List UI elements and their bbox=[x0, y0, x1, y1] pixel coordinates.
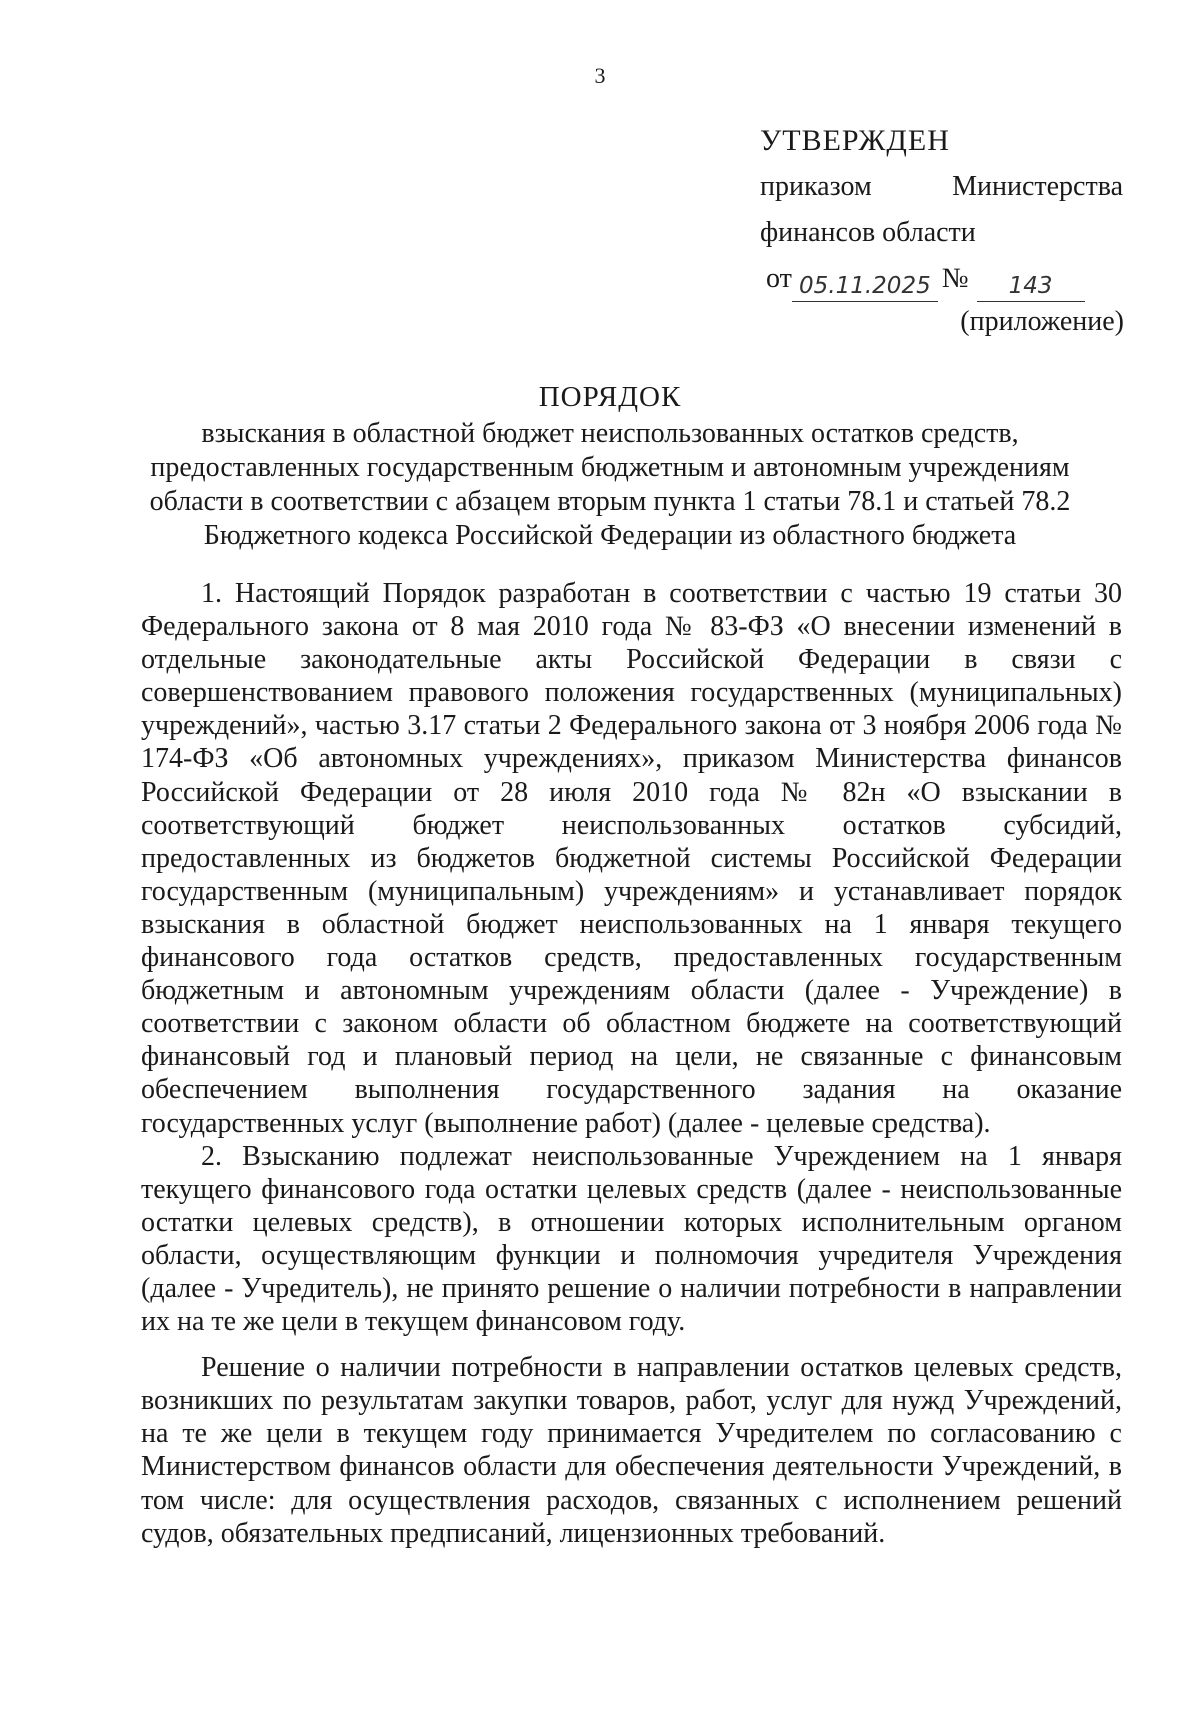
subtitle-line: Бюджетного кодекса Российской Федерации из областного бюджета bbox=[203, 520, 1017, 551]
order-date-handwritten: 05.11.2025 bbox=[792, 271, 938, 302]
approval-line-2: финансов области bbox=[760, 217, 976, 248]
document-title-block bbox=[120, 380, 1100, 553]
annex-label: (приложение) bbox=[960, 306, 1124, 337]
subtitle-line: взыскания в областной бюджет неиспользованных остатков средств, bbox=[201, 418, 1019, 449]
subtitle-line: предоставленных государственным бюджетным и автономным учреждениям bbox=[150, 452, 1070, 483]
approval-date-line bbox=[766, 256, 1123, 302]
document-body bbox=[141, 577, 1122, 1550]
paragraph-2: 2. Взысканию подлежат неиспользованные Учреждением на 1 января текущего финансового года остатки целевых средств (далее - неиспользованные остатки целевых средств), в отношении которых исполнительным органом области, осуществляющим функции и полномочия учредителя Учреждения (далее - Учредитель), не принято решение о наличии потребности в направлении их на те же цели в текущем финансовом году. bbox=[141, 1140, 1122, 1338]
document-title: ПОРЯДОК bbox=[538, 381, 682, 413]
approved-label: УТВЕРЖДЕН bbox=[760, 124, 950, 157]
approval-line-1 bbox=[760, 164, 1123, 210]
paragraph-1: 1. Настоящий Порядок разработан в соответствии с частью 19 статьи 30 Федерального закона от 8 мая 2010 года № 83-ФЗ «О внесении изменений в отдельные законодательные акты Российской Федерации в связи с совершенствованием правового положения государственных (муниципальных) учреждений», частью 3.17 статьи 2 Федерального закона от 3 ноября 2006 года № 174-ФЗ «Об автономных учреждениях», приказом Министерства финансов Российской Федерации от 28 июля 2010 года № 82н «О взыскании в соответствующий бюджет неиспользованных остатков субсидий, предоставленных из бюджетов бюджетной системы Российской Федерации государственным (муниципальным) учреждениям» и устанавливает порядок взыскания в областной бюджет неиспользованных на 1 января текущего финансового года остатков средств, предоставленных государственным бюджетным и автономным учреждениям области (далее - Учреждение) в соответствии с законом области об областном бюджете на соответствующий финансовый год и плановый период на цели, не связанные с финансовым обеспечением выполнения государственного задания на оказание государственных услуг (выполнение работ) (далее - целевые средства). bbox=[141, 578, 1122, 1139]
paragraph-3: Решение о наличии потребности в направлении остатков целевых средств, возникших по результатам закупки товаров, работ, услуг для нужд Учреждений, на те же цели в текущем году принимается Учредителем по согласованию с Министерством финансов области для обеспечения деятельности Учреждений, в том числе: для осуществления расходов, связанных с исполнением решений судов, обязательных предписаний, лицензионных требований. bbox=[141, 1352, 1122, 1549]
date-prefix: от bbox=[766, 263, 792, 294]
approval-ministry-word: Министерства bbox=[952, 171, 1123, 202]
page-number: 3 bbox=[594, 63, 606, 88]
approval-stamp bbox=[760, 118, 1123, 302]
order-number-handwritten: 143 bbox=[977, 271, 1085, 302]
number-sign: № bbox=[941, 263, 969, 294]
subtitle-line: области в соответствии с абзацем вторым пункта 1 статьи 78.1 и статьей 78.2 bbox=[149, 486, 1071, 517]
approval-order-word: приказом bbox=[760, 171, 872, 202]
